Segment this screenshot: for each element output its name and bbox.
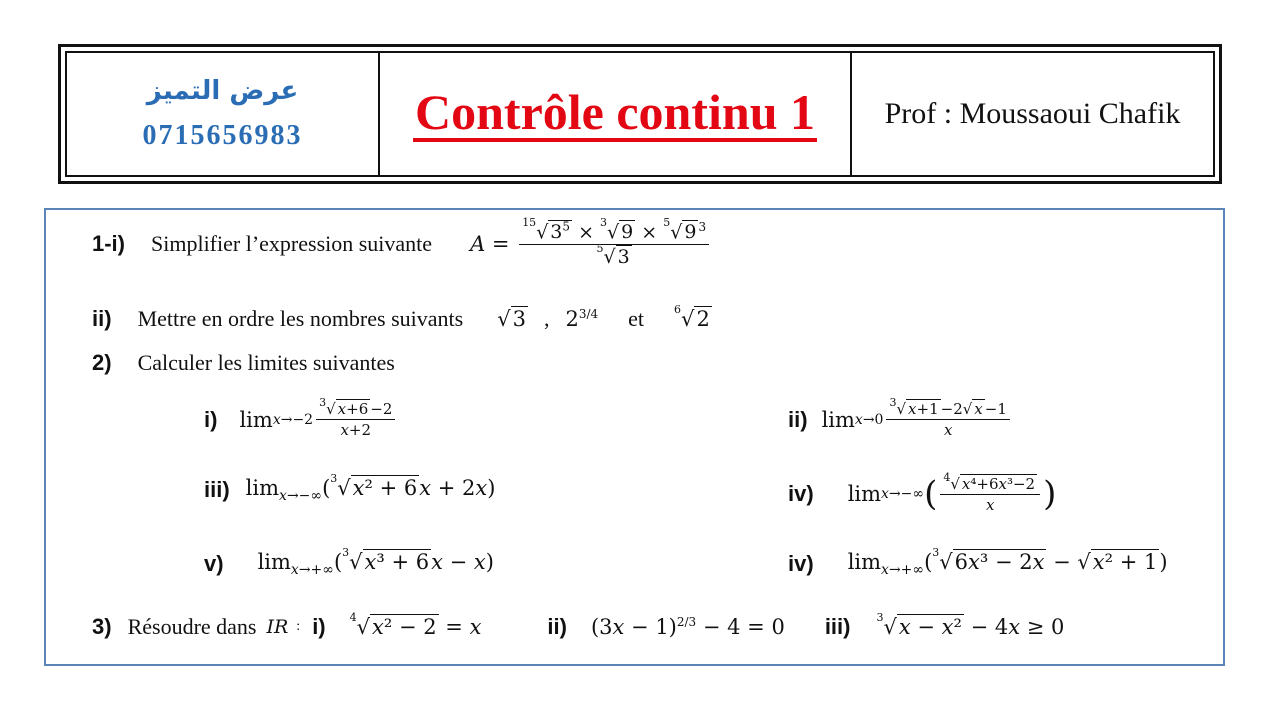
prof-name: Prof : Moussaoui Chafik	[884, 97, 1181, 130]
question-1i	[92, 216, 712, 269]
limit-v-expr: $\lim_{x\to+\infty}(^3√x^3 + 6x - x)$	[257, 546, 494, 579]
separator-comma: ,	[543, 306, 550, 331]
eq-i-expr: $^4$√x² − 2 = x	[349, 611, 482, 639]
text-3: Résoudre dans	[127, 614, 257, 639]
header-table	[58, 44, 1222, 184]
page-title: Contrôle continu 1	[413, 86, 817, 143]
eq-ii-label: ii)	[547, 614, 567, 639]
arabic-brand: عرض التميز	[146, 76, 299, 106]
separator-et: et	[628, 306, 645, 331]
text-2: Calculer les limites suivantes	[137, 350, 395, 375]
limit-iii-expr: $\lim_{x\to-\infty}(^3√x^2 + 6x + 2x)$	[245, 472, 496, 505]
header-left-cell	[67, 53, 380, 175]
number-sqrt3: √3	[497, 307, 526, 331]
eq-iii-expr: $^3$√x − x² − 4x ≥ 0	[876, 611, 1065, 639]
eq-i-label: i)	[312, 614, 326, 639]
limit-vi-expr: $\lim_{x\to+\infty}(^3√6x^3 - 2x - √x^2 + 1)$	[847, 546, 1168, 579]
expression-A-fraction: $\frac{^{15}√ 3^5 \times ^3√ 9 \times ^5√ 9 ^3}{^5√ 3}$	[519, 220, 709, 268]
limit-ii-label: ii)	[788, 406, 808, 432]
limit-ii	[788, 396, 1013, 439]
limit-v	[204, 546, 494, 579]
phone-number: 0715656983	[142, 120, 303, 151]
eq-ii-expr: $(3x - 1)^{2/3} - 4 = 0$	[590, 615, 785, 639]
limit-i-label: i)	[204, 406, 218, 432]
limit-vi-label: iv)	[788, 551, 814, 577]
label-1ii: ii)	[92, 306, 112, 331]
label-2: 2)	[92, 350, 112, 375]
exercise-box	[44, 208, 1225, 666]
colon: :	[296, 619, 301, 634]
question-1ii	[92, 303, 712, 332]
label-3: 3)	[92, 614, 112, 639]
limit-iii	[204, 472, 496, 505]
limit-i-expr: lim x→−2 $\frac{^3√ x+6 -2}{x+2}$	[239, 400, 398, 439]
limit-vi	[788, 546, 1168, 579]
question-2	[92, 350, 395, 376]
text-1i: Simplifier l’expression suivante	[151, 231, 433, 257]
number-root6-2: $^6$√2	[674, 303, 710, 331]
number-2-pow: $2^{3/4}$	[565, 307, 599, 331]
header-mid-cell	[380, 53, 852, 175]
limit-ii-expr: lim x→0 $\frac{^3√ x+1 -2√ x -1}{x}$	[822, 400, 1013, 439]
limit-i	[204, 396, 398, 439]
header-right-cell	[852, 53, 1213, 175]
label-1i: 1-i)	[92, 231, 125, 257]
limit-iv-expr: lim x→−∞ ( $\frac{^4√ x^4+6x^3-2}{x}$ )	[847, 470, 1057, 514]
limit-iv	[788, 470, 1057, 514]
limit-iii-label: iii)	[204, 477, 230, 503]
set-IR: IR	[266, 616, 289, 638]
header-inner	[65, 51, 1215, 177]
text-1ii: Mettre en ordre les nombres suivants	[137, 306, 464, 331]
limit-iv-label: iv)	[788, 481, 814, 506]
question-3	[92, 611, 1065, 640]
eq-iii-label: iii)	[824, 614, 851, 639]
expression-A: A = $\frac{^{15}√ 3^5 \times ^3√ 9 \times ^5√ 9 ^3}{^5√ 3}$	[470, 220, 712, 268]
limit-v-label: v)	[204, 551, 224, 577]
